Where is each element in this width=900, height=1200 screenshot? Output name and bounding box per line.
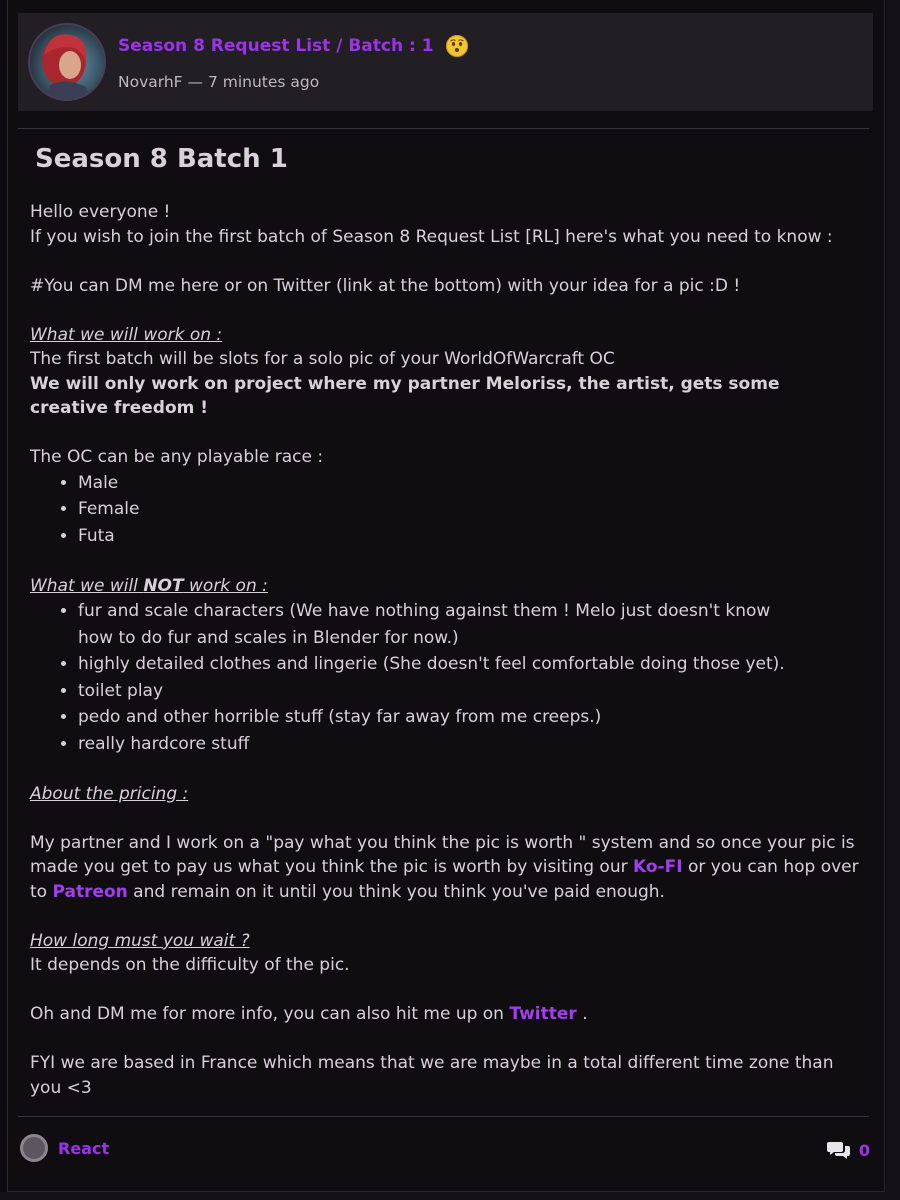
- avatar[interactable]: [28, 23, 106, 101]
- wait-heading: How long must you wait ?: [30, 930, 250, 951]
- pricing-heading: About the pricing :: [30, 783, 189, 804]
- wait-line: It depends on the difficulty of the pic.: [30, 955, 350, 975]
- list-item: • toilet play: [78, 678, 798, 705]
- dm-line: #You can DM me here or on Twitter (link at the bottom) with your idea for a pic :D !: [30, 275, 741, 296]
- author-name[interactable]: NovarhF: [118, 73, 183, 91]
- work-on-heading: What we will work on :: [30, 324, 223, 345]
- footer-divider: [18, 1116, 869, 1117]
- header-divider: [18, 128, 869, 129]
- post-time: 7 minutes ago: [207, 73, 320, 91]
- post-heading: Season 8 Batch 1: [35, 144, 288, 174]
- react-label: React: [58, 1138, 110, 1158]
- race-list: [30, 470, 860, 550]
- fyi-line: FYI we are based in France which means that we are maybe in a total different time zone than you <3: [30, 1053, 834, 1098]
- intro-line-2: If you wish to join the first batch of Season 8 Request List [RL] here's what you need to know :: [30, 226, 833, 247]
- list-item: • pedo and other horrible stuff (stay far away from me creeps.): [78, 704, 798, 731]
- kofi-link[interactable]: Ko-FI: [633, 857, 683, 877]
- post-body: [30, 140, 860, 1100]
- dm-more-line: Oh and DM me for more info, you can also hit me up on Twitter .: [30, 1004, 588, 1024]
- list-item: • really hardcore stuff: [78, 731, 798, 758]
- list-item: • Female: [78, 496, 860, 523]
- not-work-heading: What we will NOT work on :: [30, 575, 268, 596]
- comments-icon: [827, 1140, 851, 1160]
- not-work-list: [30, 598, 798, 757]
- meta-separator: —: [182, 73, 208, 91]
- bottom-edge: [0, 1192, 900, 1200]
- list-item: • Futa: [78, 523, 860, 550]
- react-circle-icon: [20, 1134, 48, 1162]
- right-edge: [886, 0, 900, 1200]
- not-emphasis: NOT: [143, 575, 184, 596]
- work-on-bold: We will only work on project where my partner Meloriss, the artist, gets some creative freedom !: [30, 373, 780, 418]
- title-row: [118, 35, 468, 57]
- intro-line-1: Hello everyone !: [30, 202, 171, 222]
- post-header: [18, 13, 873, 111]
- work-on-line: The first batch will be slots for a solo pic of your WorldOfWarcraft OC: [30, 349, 615, 369]
- patreon-link[interactable]: Patreon: [52, 881, 128, 902]
- post-title[interactable]: Season 8 Request List / Batch : 1: [118, 36, 434, 56]
- avatar-image: [30, 25, 104, 99]
- react-button[interactable]: [20, 1134, 109, 1162]
- list-item: • fur and scale characters (We have nothing against them ! Melo just doesn't know how to do fur and scales in Blender for now.): [78, 598, 798, 651]
- post-meta: [118, 73, 319, 91]
- list-item: • Male: [78, 470, 860, 497]
- hushed-face-emoji-icon: [446, 35, 468, 57]
- race-line: The OC can be any playable race :: [30, 447, 324, 467]
- pricing-paragraph: My partner and I work on a "pay what you think the pic is worth " system and so once your pic is made you get to pay us what you think the pic is worth by visiting our Ko-FI or you can hop over to Patreon and remain on it until you think you think you've paid enough.: [30, 832, 859, 902]
- comment-count: 0: [858, 1140, 870, 1160]
- twitter-link[interactable]: Twitter: [509, 1004, 577, 1024]
- comments-button[interactable]: [827, 1140, 870, 1160]
- list-item: • highly detailed clothes and lingerie (She doesn't feel comfortable doing those yet).: [78, 651, 838, 678]
